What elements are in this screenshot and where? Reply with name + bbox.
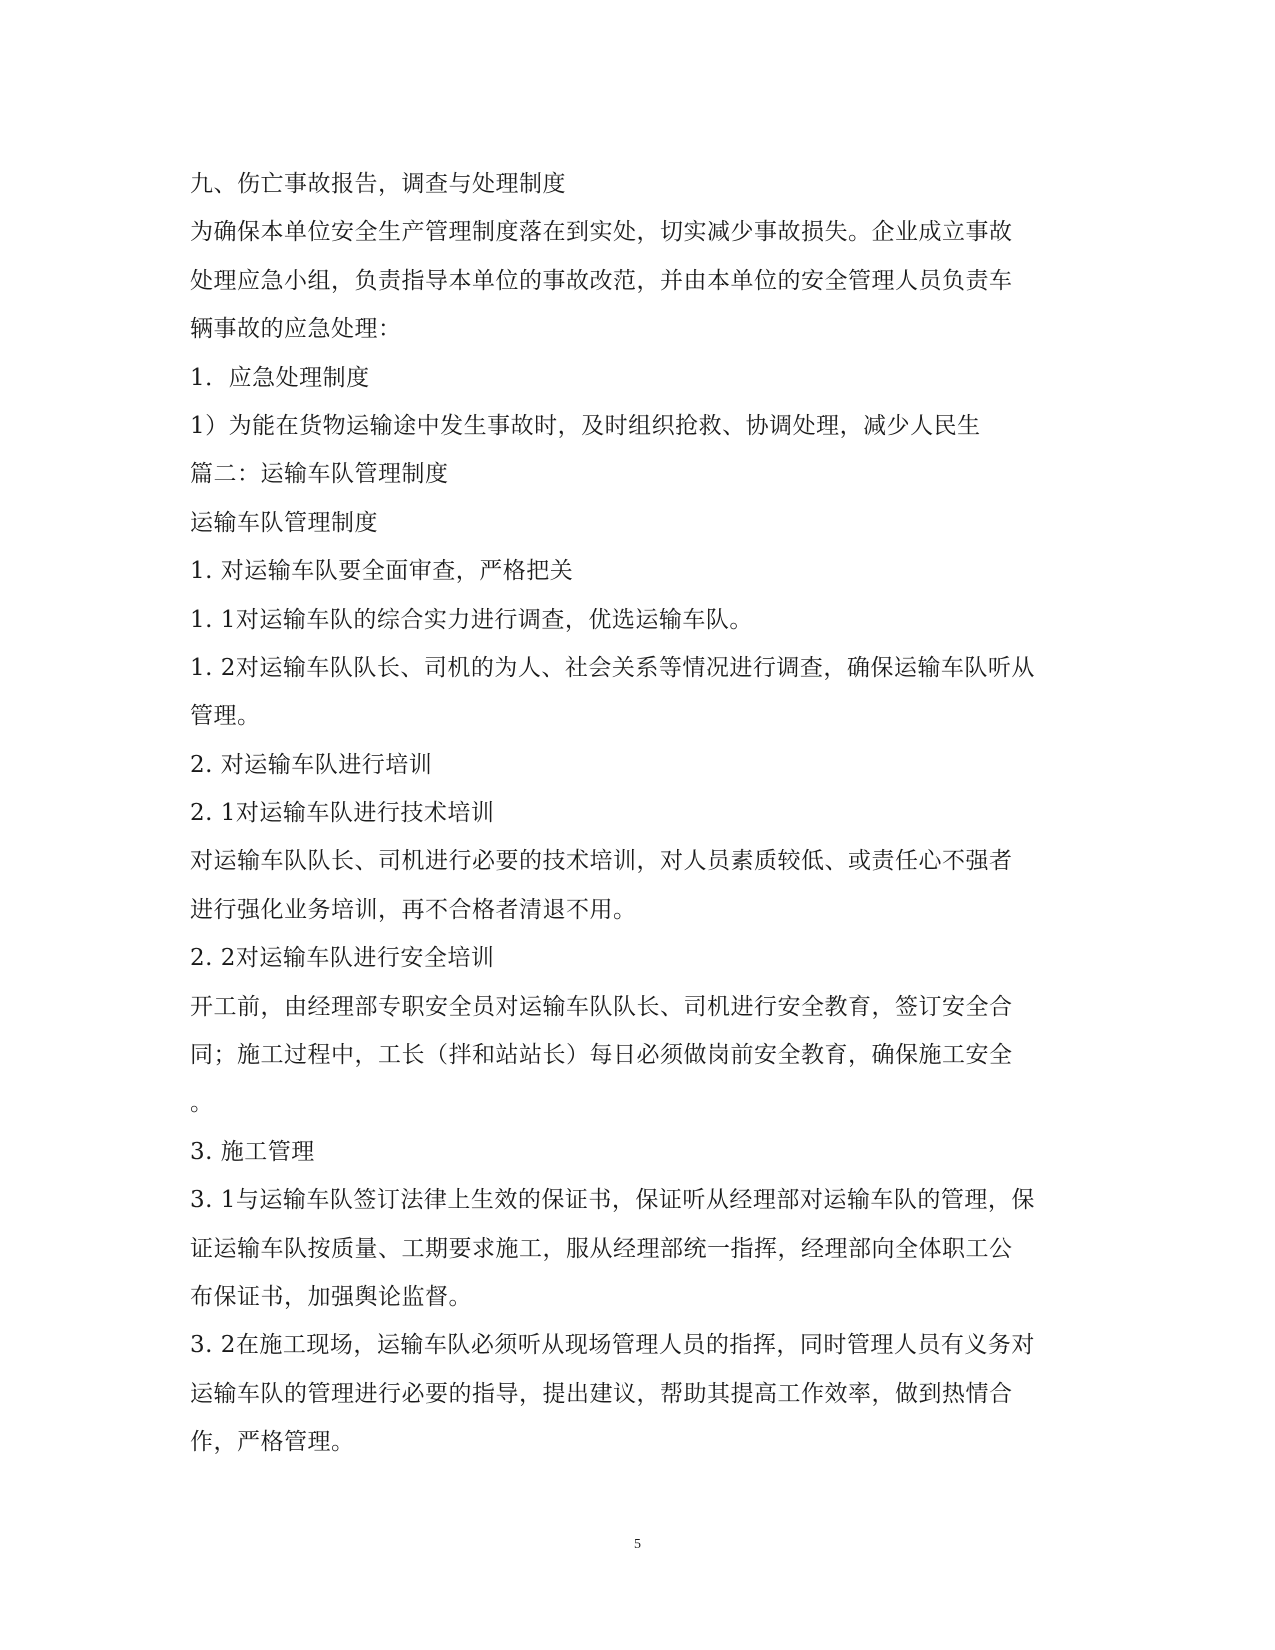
- paragraph-line: 为确保本单位安全生产管理制度落在到实处，切实减少事故损失。企业成立事故: [190, 219, 1013, 246]
- paragraph-line: 进行强化业务培训，再不合格者清退不用。: [190, 896, 637, 923]
- paragraph-line: 辆事故的应急处理：: [190, 316, 402, 343]
- paragraph-line: 开工前，由经理部专职安全员对运输车队队长、司机进行安全教育，签订安全合: [190, 993, 1013, 1020]
- paragraph-line: 对运输车队队长、司机进行必要的技术培训，对人员素质较低、或责任心不强者: [190, 848, 1013, 875]
- document-body: [190, 160, 1090, 1467]
- list-item: 1. 1对运输车队的综合实力进行调查，优选运输车队。: [190, 606, 753, 633]
- list-item: 3. 2在施工现场，运输车队必须听从现场管理人员的指挥，同时管理人员有义务对: [190, 1332, 1035, 1359]
- paragraph-line: 同；施工过程中，工长（拌和站站长）每日必须做岗前安全教育，确保施工安全: [190, 1042, 1013, 1069]
- chapter-title: 篇二：运输车队管理制度: [190, 461, 449, 488]
- paragraph-line: 。: [190, 1090, 214, 1117]
- section-heading: 九、伤亡事故报告，调查与处理制度: [190, 171, 566, 197]
- list-heading: 2. 对运输车队进行培训: [190, 751, 433, 778]
- page-number: 5: [634, 1537, 641, 1552]
- list-heading: 1．应急处理制度: [190, 364, 370, 391]
- list-item: 2. 2对运输车队进行安全培训: [190, 945, 495, 972]
- paragraph-line: 管理。: [190, 703, 261, 730]
- list-item: 2. 1对运输车队进行技术培训: [190, 800, 495, 827]
- paragraph-line: 1）为能在货物运输途中发生事故时，及时组织抢救、协调处理，减少人民生: [190, 412, 981, 439]
- list-item: 1. 2对运输车队队长、司机的为人、社会关系等情况进行调查，确保运输车队听从: [190, 654, 1035, 681]
- paragraph-line: 处理应急小组，负责指导本单位的事故改范，并由本单位的安全管理人员负责车: [190, 267, 1013, 294]
- paragraph-line: 作，严格管理。: [190, 1429, 355, 1456]
- paragraph-line: 证运输车队按质量、工期要求施工，服从经理部统一指挥，经理部向全体职工公: [190, 1235, 1013, 1262]
- list-heading: 1. 对运输车队要全面审查，严格把关: [190, 558, 574, 585]
- list-item: 3. 1与运输车队签订法律上生效的保证书，保证听从经理部对运输车队的管理，保: [190, 1187, 1035, 1214]
- paragraph-line: 运输车队的管理进行必要的指导，提出建议，帮助其提高工作效率，做到热情合: [190, 1380, 1013, 1407]
- paragraph-line: 布保证书，加强舆论监督。: [190, 1283, 472, 1310]
- document-title: 运输车队管理制度: [190, 509, 378, 536]
- list-heading: 3. 施工管理: [190, 1138, 315, 1165]
